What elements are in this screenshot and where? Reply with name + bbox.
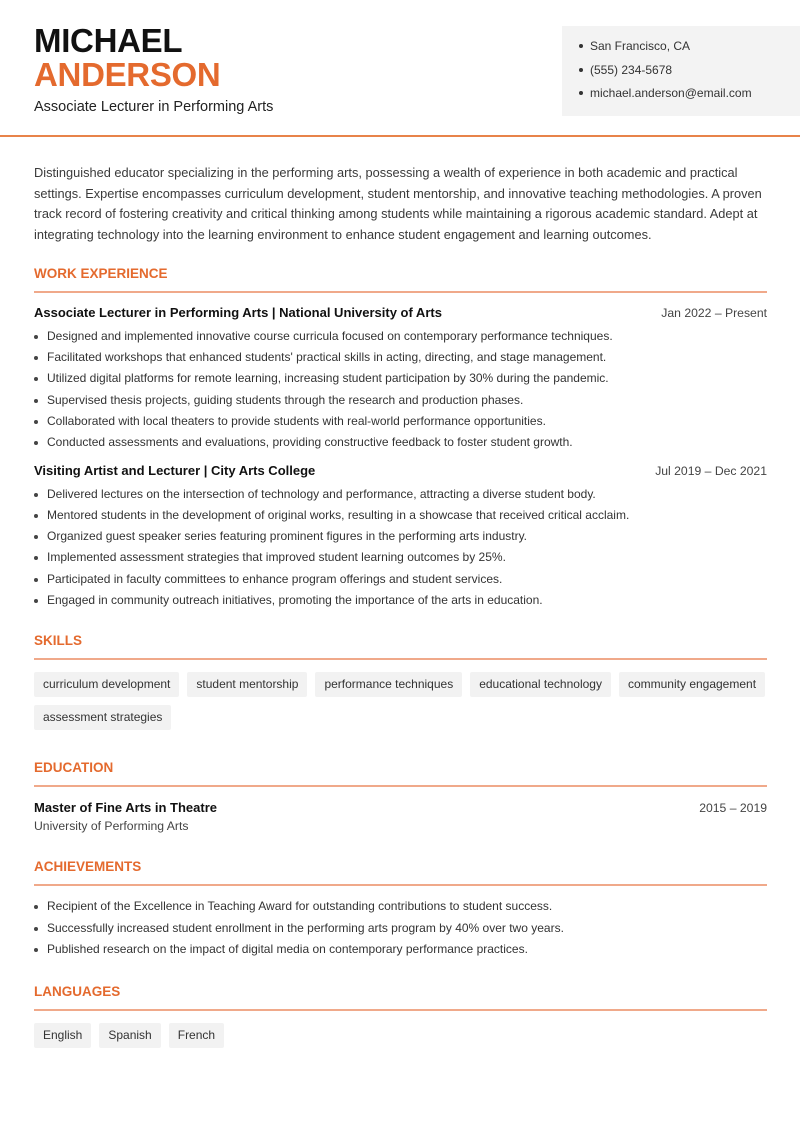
job-date: Jul 2019 – Dec 2021 xyxy=(655,463,767,478)
bullet-icon xyxy=(34,927,38,931)
job-entry xyxy=(34,305,767,454)
bullet-icon xyxy=(34,948,38,952)
bullet-icon xyxy=(579,44,583,48)
candidate-name xyxy=(34,24,220,92)
list-item: Collaborated with local theaters to provide students with real-world performance opportunities. xyxy=(34,411,767,432)
resume-body xyxy=(34,137,767,1048)
skills-list xyxy=(34,672,767,730)
skill-tag: educational technology xyxy=(470,672,611,697)
list-item: Implemented assessment strategies that improved student learning outcomes by 25%. xyxy=(34,547,767,568)
education-school: University of Performing Arts xyxy=(34,819,189,834)
language-tag: English xyxy=(34,1023,91,1048)
list-item: Participated in faculty committees to enhance program offerings and student services. xyxy=(34,569,767,590)
list-item: Conducted assessments and evaluations, providing constructive feedback to foster student growth. xyxy=(34,432,767,453)
bullet-icon xyxy=(34,578,38,582)
skill-tag: assessment strategies xyxy=(34,705,171,730)
language-tag: Spanish xyxy=(99,1023,160,1048)
list-item: Engaged in community outreach initiatives, promoting the importance of the arts in education. xyxy=(34,590,767,611)
list-item: Successfully increased student enrollment in the performing arts program by 40% over two years. xyxy=(34,918,767,939)
list-item: Utilized digital platforms for remote learning, increasing student participation by 30% during the pandemic. xyxy=(34,368,767,389)
bullet-icon xyxy=(34,399,38,403)
bullet-icon xyxy=(34,335,38,339)
education-entry xyxy=(34,800,767,815)
summary: Distinguished educator specializing in the performing arts, possessing a wealth of experience in both academic and practical settings. Expertise encompasses curriculum development, student mentorship, and innovative teaching methodologies. A proven track record of fostering creativity and critical thinking among students while maintaining a rigorous academic standard. Adept at integrating technology into the learning environment to enhance student engagement and learning outcomes. xyxy=(34,165,762,243)
bullet-icon xyxy=(34,556,38,560)
section-title-languages: LANGUAGES xyxy=(34,984,767,1011)
section-title-education: EDUCATION xyxy=(34,760,767,787)
bullet-icon xyxy=(34,493,38,497)
list-item: Designed and implemented innovative course curricula focused on contemporary performance techniques. xyxy=(34,326,767,347)
job-entry xyxy=(34,463,767,612)
contact-location: San Francisco, CA xyxy=(579,38,800,62)
list-item: Recipient of the Excellence in Teaching Award for outstanding contributions to student success. xyxy=(34,896,767,917)
job-bullets xyxy=(34,484,767,612)
bullet-icon xyxy=(579,68,583,72)
job-date: Jan 2022 – Present xyxy=(661,305,767,320)
last-name: ANDERSON xyxy=(34,56,221,93)
bullet-icon xyxy=(34,514,38,518)
list-item: Published research on the impact of digital media on contemporary performance practices. xyxy=(34,939,767,960)
achievements-list xyxy=(34,896,767,960)
education-degree: Master of Fine Arts in Theatre xyxy=(34,800,217,816)
bullet-icon xyxy=(34,420,38,424)
skill-tag: student mentorship xyxy=(187,672,307,697)
headline-title: Associate Lecturer in Performing Arts xyxy=(34,99,274,115)
bullet-icon xyxy=(34,599,38,603)
job-bullets xyxy=(34,326,767,454)
job-role: Associate Lecturer in Performing Arts | National University of Arts xyxy=(34,304,442,320)
education-date: 2015 – 2019 xyxy=(699,801,767,816)
resume-header xyxy=(0,0,800,137)
contact-phone: (555) 234-5678 xyxy=(579,62,800,86)
bullet-icon xyxy=(34,377,38,381)
section-title-skills: SKILLS xyxy=(34,633,767,660)
contact-box xyxy=(562,26,800,116)
list-item: Delivered lectures on the intersection of technology and performance, attracting a diverse student body. xyxy=(34,484,767,505)
bullet-icon xyxy=(34,905,38,909)
list-item: Organized guest speaker series featuring prominent figures in the performing arts industry. xyxy=(34,526,767,547)
languages-list xyxy=(34,1023,767,1048)
list-item: Facilitated workshops that enhanced students' practical skills in acting, directing, and stage management. xyxy=(34,347,767,368)
list-item: Supervised thesis projects, guiding students through the research and production phases. xyxy=(34,390,767,411)
bullet-icon xyxy=(34,535,38,539)
section-title-achievements: ACHIEVEMENTS xyxy=(34,859,767,886)
skill-tag: curriculum development xyxy=(34,672,179,697)
bullet-icon xyxy=(579,91,583,95)
bullet-icon xyxy=(34,356,38,360)
section-title-work: WORK EXPERIENCE xyxy=(34,266,767,293)
skill-tag: community engagement xyxy=(619,672,765,697)
first-name: MICHAEL xyxy=(34,22,183,59)
list-item: Mentored students in the development of original works, resulting in a showcase that received critical acclaim. xyxy=(34,505,767,526)
bullet-icon xyxy=(34,441,38,445)
language-tag: French xyxy=(169,1023,224,1048)
job-role: Visiting Artist and Lecturer | City Arts College xyxy=(34,462,316,478)
skill-tag: performance techniques xyxy=(315,672,462,697)
contact-email[interactable]: michael.anderson@email.com xyxy=(579,85,800,109)
